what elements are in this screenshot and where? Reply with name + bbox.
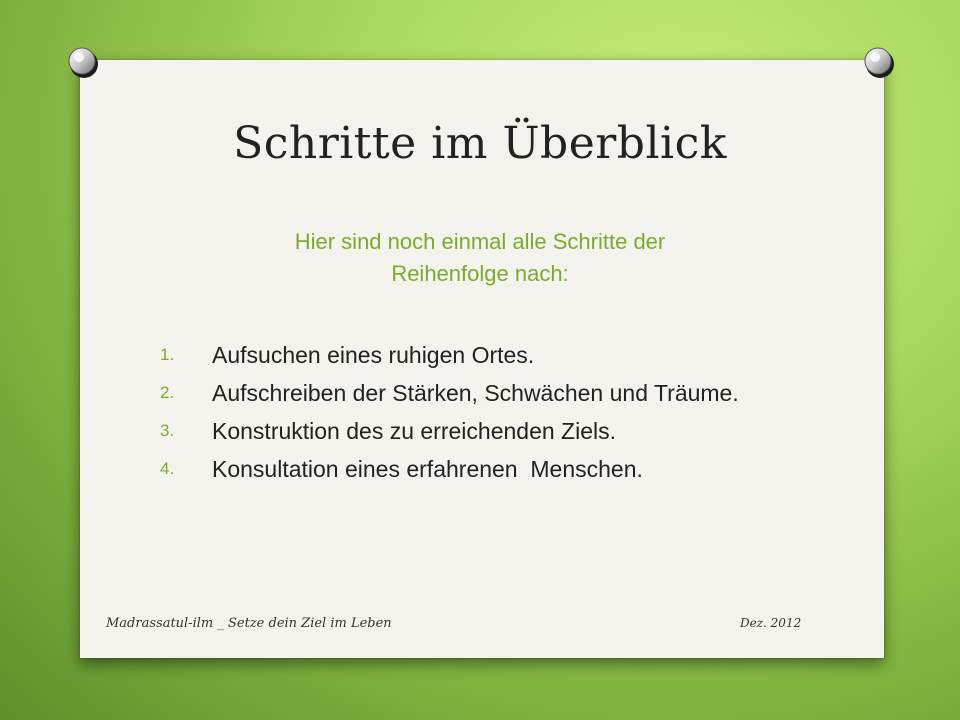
step-text: Aufsuchen eines ruhigen Ortes. xyxy=(212,342,535,368)
step-number: 3. xyxy=(160,421,175,440)
footer-source: Madrassatul-ilm _ Setze dein Ziel im Leben xyxy=(106,616,392,631)
step-text: Konsultation eines erfahrenen Menschen. xyxy=(212,456,643,482)
step-number: 4. xyxy=(160,459,175,478)
slide-subtitle xyxy=(200,226,760,290)
step-number: 2. xyxy=(160,383,175,402)
footer-date: Dez. 2012 xyxy=(740,616,802,630)
subtitle-line-1: Hier sind noch einmal alle Schritte der xyxy=(294,229,666,254)
list-item xyxy=(160,340,820,370)
list-item xyxy=(160,454,820,484)
subtitle-line-2: Reihenfolge nach: xyxy=(391,261,569,286)
list-item xyxy=(160,416,820,446)
pin-left-icon xyxy=(62,40,102,80)
step-number: 1. xyxy=(160,345,175,364)
slide-title: Schritte im Überblick xyxy=(233,118,727,169)
step-text: Konstruktion des zu erreichenden Ziels. xyxy=(212,418,616,444)
pin-right-icon xyxy=(858,40,898,80)
steps-list xyxy=(160,340,820,492)
list-item xyxy=(160,378,820,408)
step-text: Aufschreiben der Stärken, Schwächen und Träume. xyxy=(212,380,739,406)
